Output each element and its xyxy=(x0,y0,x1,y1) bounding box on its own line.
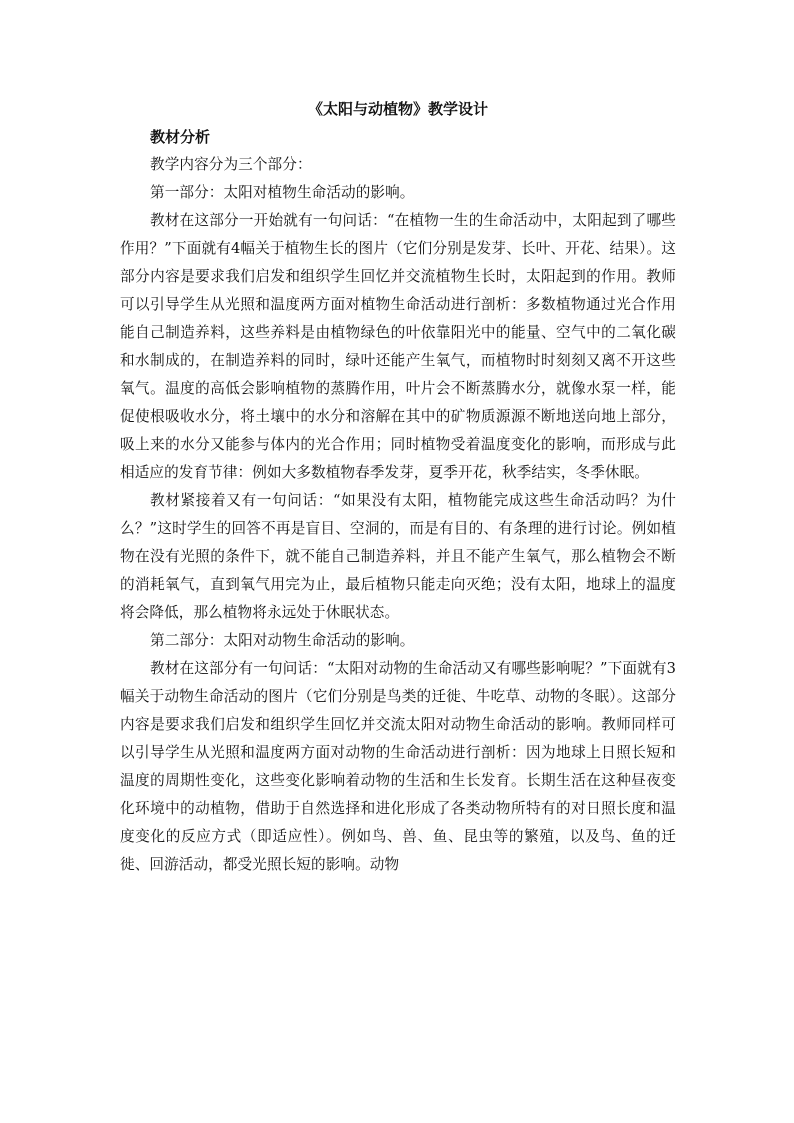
paragraph-part-one-heading: 第一部分：太阳对植物生命活动的影响。 xyxy=(150,184,415,201)
paragraph-part-two-body: 教材在这部分有一句问话：“太阳对动物的生命活动又有哪些影响呢？”下面就有3幅关于动物生命活动的图片（它们分别是鸟类的迁徙、牛吃草、动物的冬眠）。这部分内容是要求我们启发和组织学生回忆并交流太阳对动物生命活动的影响。教师同样可以引导学生从光照和温度两方面对动物的生命活动进行剖析：因为地球上日照长短和温度的周期性变化，这些变化影响着动物的生活和生长发育。长期生活在这种昼夜变化环境中的动植物，借助于自然选择和进化形成了各类动物所特有的对日照长度和温度变化的反应方式（即适应性）。例如鸟、兽、鱼、昆虫等的繁殖，以及鸟、鱼的迁徙、回游活动，都受光照长短的影响。动物 xyxy=(120,660,676,873)
paragraph-part-one-followup: 教材紧接着又有一句问话：“如果没有太阳，植物能完成这些生命活动吗？为什么？”这时学生的回答不再是盲目、空洞的，而是有目的、有条理的进行讨论。例如植物在没有光照的条件下，就不能自己制造养料，并且不能产生氧气，那么植物会不断的消耗氧气，直到氧气用完为止，最后植物只能走向灭绝；没有太阳，地球上的温度将会降低，那么植物将永远处于休眠状态。 xyxy=(120,492,676,621)
document-title: 《太阳与动植物》教学设计 xyxy=(307,100,488,118)
section-heading: 教材分析 xyxy=(150,128,211,146)
paragraph-intro: 教学内容分为三个部分： xyxy=(150,156,312,173)
document-page xyxy=(120,95,676,879)
paragraph-part-one-body: 教材在这部分一开始就有一句问话：“在植物一生的生命活动中，太阳起到了哪些作用？”下面就有4幅关于植物生长的图片（它们分别是发芽、长叶、开花、结果）。这部分内容是要求我们启发和组织学生回忆并交流植物生长时，太阳起到的作用。教师可以引导学生从光照和温度两方面对植物生命活动进行剖析：多数植物通过光合作用能自己制造养料，这些养料是由植物绿色的叶依靠阳光中的能量、空气中的二氧化碳和水制成的，在制造养料的同时，绿叶还能产生氧气，而植物时时刻刻又离不开这些氧气。温度的高低会影响植物的蒸腾作用，叶片会不断蒸腾水分，就像水泵一样，能促使根吸收水分，将土壤中的水分和溶解在其中的矿物质源源不断地送向地上部分，吸上来的水分又能参与体内的光合作用；同时植物受着温度变化的影响，而形成与此相适应的发育节律：例如大多数植物春季发芽，夏季开花，秋季结实，冬季休眠。 xyxy=(120,212,676,481)
paragraph-part-two-heading: 第二部分：太阳对动物生命活动的影响。 xyxy=(150,632,415,649)
